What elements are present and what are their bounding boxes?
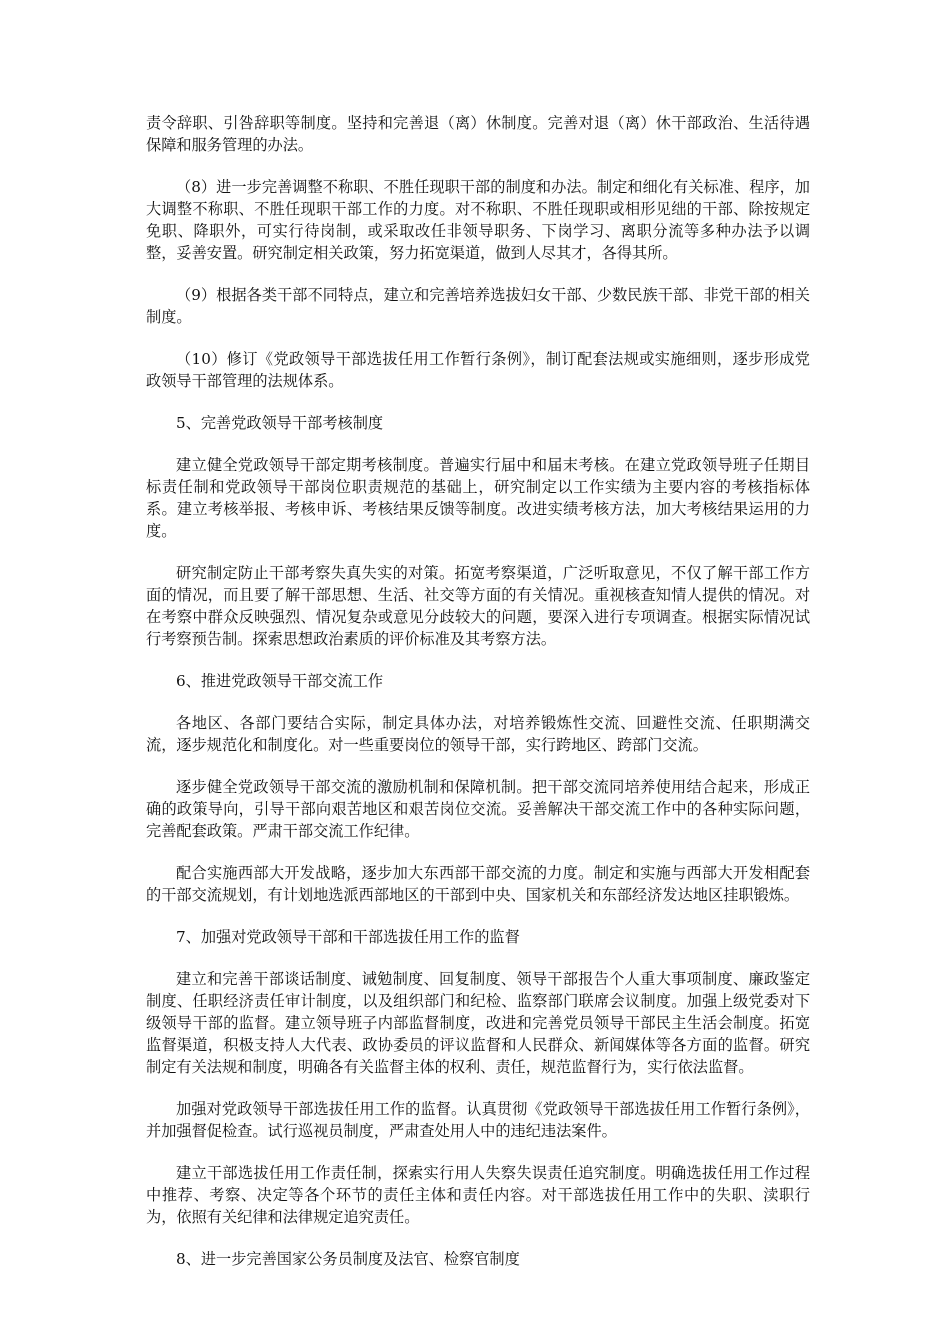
section-heading: 5、完善党政领导干部考核制度 bbox=[176, 414, 384, 432]
paragraph: （9）根据各类干部不同特点，建立和完善培养选拔妇女干部、少数民族干部、非党干部的相关制度。 bbox=[146, 286, 810, 326]
paragraph: 研究制定防止干部考察失真失实的对策。拓宽考察渠道，广泛听取意见，不仅了解干部工作方面的情况，而且要了解干部思想、生活、社交等方面的有关情况。重视核查知情人提供的情况。对在考察中群众反映强烈、情况复杂或意见分歧较大的问题，要深入进行专项调查。根据实际情况试行考察预告制。探索思想政治素质的评价标准及其考察方法。 bbox=[146, 564, 810, 648]
document-body bbox=[146, 112, 810, 1290]
paragraph: （10）修订《党政领导干部选拔任用工作暂行条例》，制订配套法规或实施细则，逐步形成党政领导干部管理的法规体系。 bbox=[146, 350, 810, 390]
section-heading: 7、加强对党政领导干部和干部选拔任用工作的监督 bbox=[176, 928, 520, 946]
paragraph: 建立干部选拔任用工作责任制，探索实行用人失察失误责任追究制度。明确选拔任用工作过程中推荐、考察、决定等各个环节的责任主体和责任内容。对干部选拔任用工作中的失职、渎职行为，依照有关纪律和法律规定追究责任。 bbox=[146, 1164, 810, 1226]
section-heading: 6、推进党政领导干部交流工作 bbox=[176, 672, 384, 690]
paragraph: （8）进一步完善调整不称职、不胜任现职干部的制度和办法。制定和细化有关标准、程序，加大调整不称职、不胜任现职干部工作的力度。对不称职、不胜任现职或相形见绌的干部、除按规定免职、降职外，可实行待岗制，或采取改任非领导职务、下岗学习、离职分流等多种办法予以调整，妥善安置。研究制定相关政策，努力拓宽渠道，做到人尽其才，各得其所。 bbox=[146, 178, 810, 262]
paragraph: 加强对党政领导干部选拔任用工作的监督。认真贯彻《党政领导干部选拔任用工作暂行条例》，并加强督促检查。试行巡视员制度，严肃查处用人中的违纪违法案件。 bbox=[146, 1100, 810, 1140]
paragraph: 逐步健全党政领导干部交流的激励机制和保障机制。把干部交流同培养使用结合起来，形成正确的政策导向，引导干部向艰苦地区和艰苦岗位交流。妥善解决干部交流工作中的各种实际问题，完善配套政策。严肃干部交流工作纪律。 bbox=[146, 778, 810, 840]
paragraph: 责令辞职、引咎辞职等制度。坚持和完善退（离）休制度。完善对退（离）休干部政治、生活待遇保障和服务管理的办法。 bbox=[146, 114, 810, 154]
section-heading: 8、进一步完善国家公务员制度及法官、检察官制度 bbox=[176, 1250, 520, 1268]
paragraph: 配合实施西部大开发战略，逐步加大东西部干部交流的力度。制定和实施与西部大开发相配套的干部交流规划，有计划地选派西部地区的干部到中央、国家机关和东部经济发达地区挂职锻炼。 bbox=[146, 864, 810, 904]
paragraph: 各地区、各部门要结合实际，制定具体办法，对培养锻炼性交流、回避性交流、任职期满交流，逐步规范化和制度化。对一些重要岗位的领导干部，实行跨地区、跨部门交流。 bbox=[146, 714, 810, 754]
paragraph: 建立健全党政领导干部定期考核制度。普遍实行届中和届末考核。在建立党政领导班子任期目标责任制和党政领导干部岗位职责规范的基础上，研究制定以工作实绩为主要内容的考核指标体系。建立考核举报、考核申诉、考核结果反馈等制度。改进实绩考核方法，加大考核结果运用的力度。 bbox=[146, 456, 810, 540]
paragraph: 建立和完善干部谈话制度、诫勉制度、回复制度、领导干部报告个人重大事项制度、廉政鉴定制度、任职经济责任审计制度，以及组织部门和纪检、监察部门联席会议制度。加强上级党委对下级领导干部的监督。建立领导班子内部监督制度，改进和完善党员领导干部民主生活会制度。拓宽监督渠道，积极支持人大代表、政协委员的评议监督和人民群众、新闻媒体等各方面的监督。研究制定有关法规和制度，明确各有关监督主体的权利、责任，规范监督行为，实行依法监督。 bbox=[146, 970, 810, 1076]
